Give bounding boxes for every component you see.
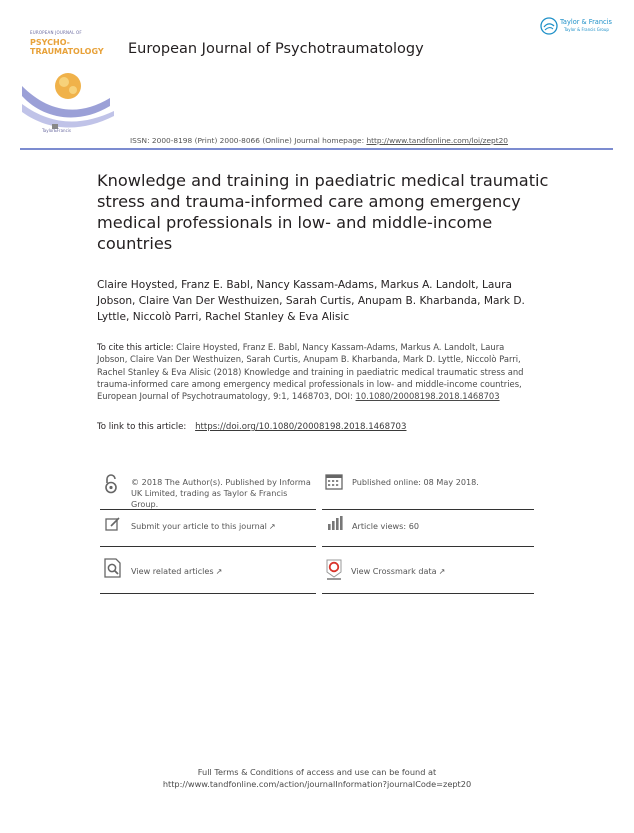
author-list: Claire Hoysted, Franz E. Babl, Nancy Kassam-Adams, Markus A. Landolt, Laura Jobson, Claire Van Der Westhuizen, Sarah Curtis, Anupam B. Kharbanda, Mark D. Lyttle, Niccolò Parri, Rachel Stanley & Eva Alisic xyxy=(97,279,525,324)
article-doi-link[interactable]: https://doi.org/10.1080/20008198.2018.1468703 xyxy=(195,422,407,432)
citation-label: To cite this article: xyxy=(97,342,174,352)
cover-publisher: Taylor&Francis xyxy=(42,128,71,133)
journal-homepage-link[interactable]: http://www.tandfonline.com/loi/zept20 xyxy=(366,136,509,145)
publisher-logo-icon xyxy=(540,17,558,35)
issn-text: ISSN: 2000-8198 (Print) 2000-8066 (Online) Journal homepage: xyxy=(130,136,365,145)
divider xyxy=(322,546,534,547)
article-title: Knowledge and training in paediatric medical traumatic stress and trauma-informed care among emergency medical professionals in low- and middle-income countries xyxy=(97,171,549,253)
crossmark-icon xyxy=(325,558,343,582)
external-link-icon: ↗ xyxy=(268,522,276,531)
cover-tagline: EUROPEAN JOURNAL OF xyxy=(30,30,82,35)
open-access-icon xyxy=(104,474,118,494)
crossmark-link[interactable] xyxy=(351,566,445,577)
header-divider xyxy=(20,148,613,150)
article-views: Article views: 60 xyxy=(352,521,419,531)
cover-title: PSYCHO-TRAUMATOLOGY xyxy=(30,38,104,56)
publisher-logo-name: Taylor & Francis xyxy=(560,18,612,26)
submit-article-label: Submit your article to this journal xyxy=(131,521,267,531)
divider xyxy=(100,546,316,547)
external-link-icon: ↗ xyxy=(215,567,223,576)
journal-cover xyxy=(22,26,114,138)
calendar-icon xyxy=(325,473,343,490)
divider xyxy=(322,509,534,510)
related-articles-icon xyxy=(104,558,122,578)
crossmark-label: View Crossmark data xyxy=(351,566,437,576)
related-articles-link[interactable] xyxy=(131,566,222,577)
edit-icon xyxy=(105,516,121,532)
divider xyxy=(100,593,316,594)
license-text: © 2018 The Author(s). Published by Informa UK Limited, trading as Taylor & Francis Group. xyxy=(131,477,311,509)
terms-link[interactable]: http://www.tandfonline.com/action/journalInformation?journalCode=zept20 xyxy=(162,778,472,789)
bar-chart-icon xyxy=(327,515,345,531)
issn-line xyxy=(130,136,508,145)
citation-doi-link[interactable]: 10.1080/20008198.2018.1468703 xyxy=(355,391,500,402)
citation-block xyxy=(97,341,537,402)
terms-text: Full Terms & Conditions of access and use can be found at xyxy=(197,767,437,777)
publisher-logo-sub: Taylor & Francis Group xyxy=(564,27,609,32)
published-date: Published online: 08 May 2018. xyxy=(352,477,479,487)
journal-title: European Journal of Psychotraumatology xyxy=(128,41,424,57)
divider xyxy=(100,509,316,510)
divider xyxy=(322,593,534,594)
link-label: To link to this article: xyxy=(97,422,187,432)
submit-article-link[interactable] xyxy=(131,521,276,532)
related-articles-label: View related articles xyxy=(131,566,214,576)
external-link-icon: ↗ xyxy=(438,567,446,576)
publisher-logo[interactable] xyxy=(540,17,620,39)
citation-text: Claire Hoysted, Franz E. Babl, Nancy Kassam-Adams, Markus A. Landolt, Laura Jobson, Claire Van Der Westhuizen, Sarah Curtis, Anupam B. Kharbanda, Mark D. Lyttle, Niccolò Parri, Rachel Stanley & Eva Alisic (2018) Knowledge and training in paediatric medical traumatic stress and trauma-informed care among emergency medical professionals in low- and middle-income countries, European Journal of Psychotraumatology, 9:1, 1468703, DOI: xyxy=(97,342,524,402)
terms-footer xyxy=(0,767,634,790)
article-link-line xyxy=(97,422,407,432)
